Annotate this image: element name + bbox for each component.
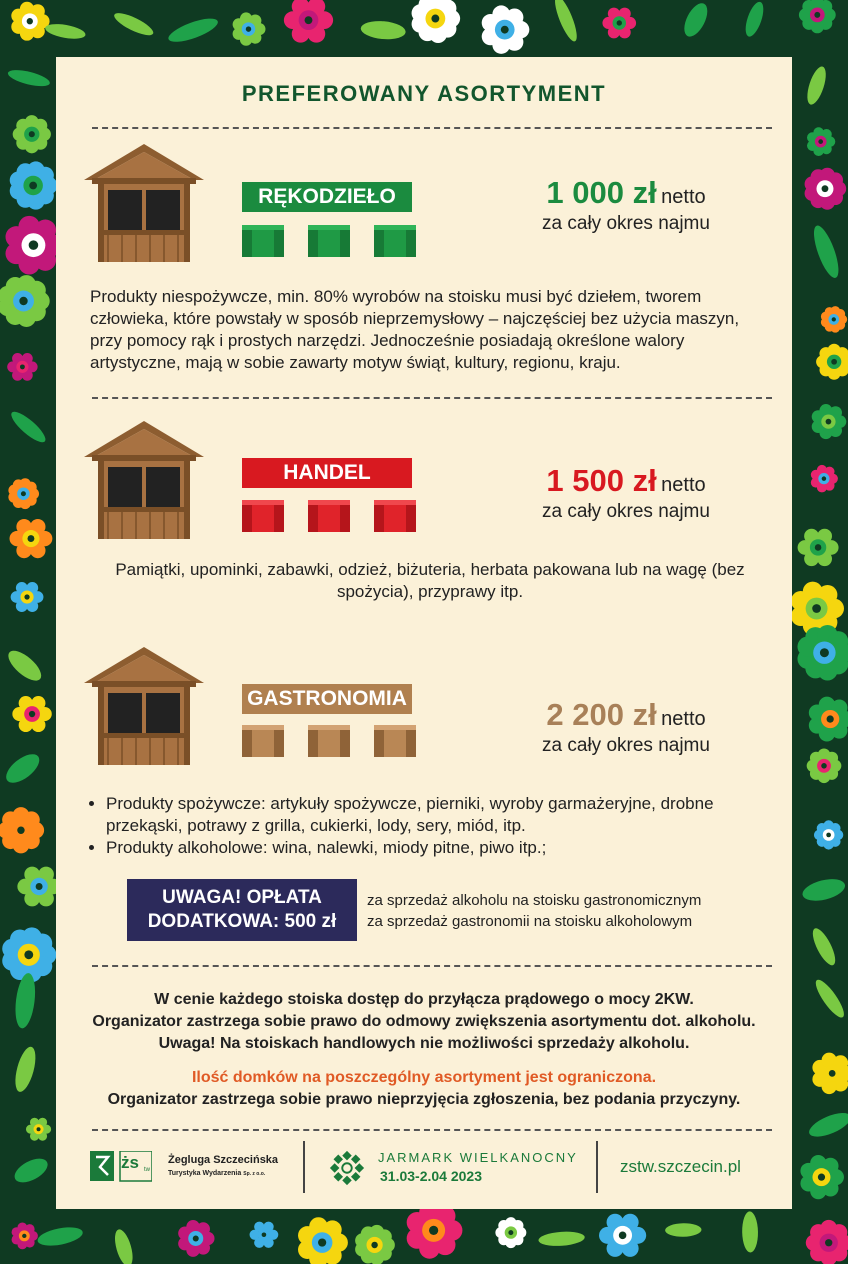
logo-name: Żegluga Szczecińska [168,1154,279,1166]
divider [92,1129,772,1131]
offer-panel [56,57,792,1209]
stall-boxes-green [242,225,416,257]
stall-icon [242,725,284,757]
logo-tag: Turystyka Wydarzenia [168,1170,242,1177]
warning-notes [367,890,701,932]
list-item: • Produkty alkoholowe: wina, nalewki, miody pitne, piwo itp.; [106,837,770,859]
price-period: za cały okres najmu [542,501,710,522]
note-line: Organizator zastrzega sobie prawo do odmowy zwiększenia asortymentu dot. alkoholu. [92,1013,756,1030]
warning-line: UWAGA! OPŁATA [162,887,322,908]
category-label-gastronomia: GASTRONOMIA [242,684,412,714]
divider [92,965,772,967]
category-description: Pamiątki, upominki, zabawki, odzież, biżuteria, herbata pakowana lub na wagę (bez spożycia), przyprawy itp. [115,560,745,601]
page-title: PREFEROWANY ASORTYMENT [241,81,607,106]
note-line: Organizator zastrzega sobie prawo nieprzyjęcia zgłoszenia, bez podania przyczyny. [107,1091,741,1108]
price-block [486,463,766,523]
stall-icon [374,725,416,757]
limit-notes [56,1067,792,1111]
divider [92,127,772,129]
price-period: za cały okres najmu [542,213,710,234]
event-word: WIELKANOCNY [459,1150,578,1165]
alert-line: Ilość domków na poszczególny asortyment jest ograniczona. [191,1069,657,1086]
stall-icon [242,225,284,257]
price-period: za cały okres najmu [542,735,710,756]
price-value: 1 000 zł [546,175,657,210]
price-netto: netto [661,708,706,730]
event-word: JARMARK [378,1150,455,1165]
warning-note: za sprzedaż alkoholu na stoisku gastronomicznym [367,892,702,909]
stall-icon [308,225,350,257]
divider [92,397,772,399]
event-name [378,1150,578,1165]
stall-boxes-brown [242,725,416,757]
logo-mark: żs [121,1153,139,1172]
logo-tag-suffix: Sp. z o.o. [243,1171,266,1177]
logo-mark-sub: tw [144,1167,150,1173]
note-line: Uwaga! Na stoiskach handlowych nie możliwości sprzedaży alkoholu. [158,1035,690,1052]
price-block [486,175,766,235]
price-value: 2 200 zł [546,697,657,732]
price-netto: netto [661,474,706,496]
stall-icon [242,500,284,532]
price-block [486,697,766,757]
stall-icon [308,500,350,532]
warning-note: za sprzedaż gastronomii na stoisku alkoholowym [367,913,693,930]
website-link[interactable]: zstw.szczecin.pl [620,1157,741,1176]
footer [56,1137,792,1197]
market-stall-icon [82,142,206,266]
price-value: 1 500 zł [546,463,657,498]
market-stall-icon [82,419,206,543]
event-dates: 31.03-2.04 2023 [380,1168,482,1184]
stall-boxes-red [242,500,416,532]
stall-icon [374,225,416,257]
logo-tagline [168,1170,265,1177]
stall-icon [374,500,416,532]
category-description: Produkty niespożywcze, min. 80% wyrobów na stoisku musi być dziełem, tworem człowieka, które powstały w sposób nieprzemysłowy – najczęściej bez użycia maszyn, przy pomocy rąk i prostych narzędzi. Jednocześnie posiadają określone walory artystyczne, mają w sobie zawarty motyw świąt, kultury, regionu, kraju. [90,287,740,372]
stall-icon [308,725,350,757]
warning-line: DODATKOWA: 500 zł [147,911,337,932]
category-label-handel: HANDEL [242,458,412,488]
market-stall-icon [82,645,206,769]
general-notes [56,989,792,1055]
event-ornament-icon [328,1149,366,1187]
separator [303,1141,305,1193]
list-item: • Produkty spożywcze: artykuły spożywcze, pierniki, wyroby garmażeryjne, drobne przekąski, potrawy z grilla, cukierki, lody, sery, miód, itp. [106,793,770,837]
price-netto: netto [661,186,706,208]
category-label-rekodzielo: RĘKODZIEŁO [242,182,412,212]
product-list [90,793,770,859]
separator [596,1141,598,1193]
note-line: W cenie każdego stoiska dostęp do przyłącza prądowego o mocy 2KW. [154,991,694,1008]
warning-box [127,879,357,941]
